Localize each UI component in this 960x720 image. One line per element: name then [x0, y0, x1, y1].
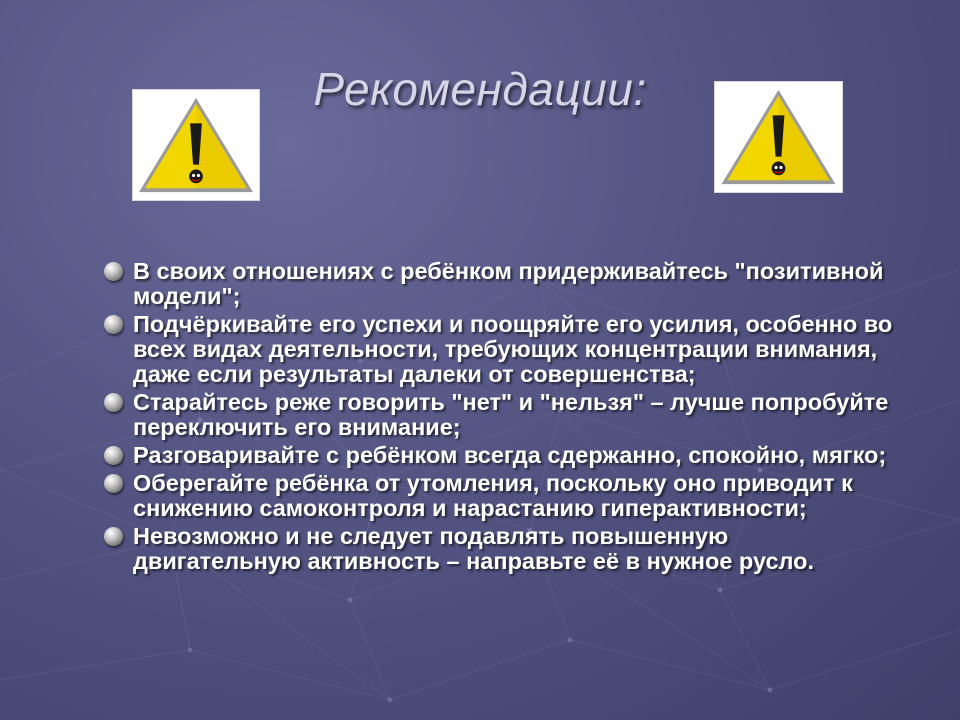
slide-title: Рекомендации:	[313, 63, 647, 115]
list-item-text: В своих отношениях с ребёнком придерживайтесь "позитивной модели";	[133, 258, 884, 309]
list-item	[104, 524, 894, 574]
list-item	[104, 443, 894, 468]
list-item	[104, 259, 894, 309]
bullet-sphere-icon	[104, 393, 123, 412]
list-item	[104, 471, 894, 521]
list-item-text: Разговаривайте с ребёнком всегда сдержанно, спокойно, мягко;	[133, 442, 887, 468]
warning-sign-icon	[132, 89, 260, 201]
bullet-sphere-icon	[104, 262, 123, 281]
list-item	[104, 312, 894, 387]
warning-sign-icon	[714, 81, 843, 193]
bullet-sphere-icon	[104, 474, 123, 493]
list-item-text: Старайтесь реже говорить "нет" и "нельзя" – лучше попробуйте переключить его внимание;	[133, 389, 889, 440]
recommendation-list	[104, 259, 894, 577]
list-item-text: Невозможно и не следует подавлять повышенную двигательную активность – направьте её в нужное русло.	[133, 523, 815, 574]
list-item-text: Подчёркивайте его успехи и поощряйте его усилия, особенно во всех видах деятельности, требующих концентрации внимания, даже если результаты далеки от совершенства;	[133, 311, 893, 387]
list-item	[104, 390, 894, 440]
bullet-sphere-icon	[104, 446, 123, 465]
bullet-sphere-icon	[104, 315, 123, 334]
list-item-text: Оберегайте ребёнка от утомления, поскольку оно приводит к снижению самоконтроля и нарастанию гиперактивности;	[133, 470, 853, 521]
bullet-sphere-icon	[104, 527, 123, 546]
